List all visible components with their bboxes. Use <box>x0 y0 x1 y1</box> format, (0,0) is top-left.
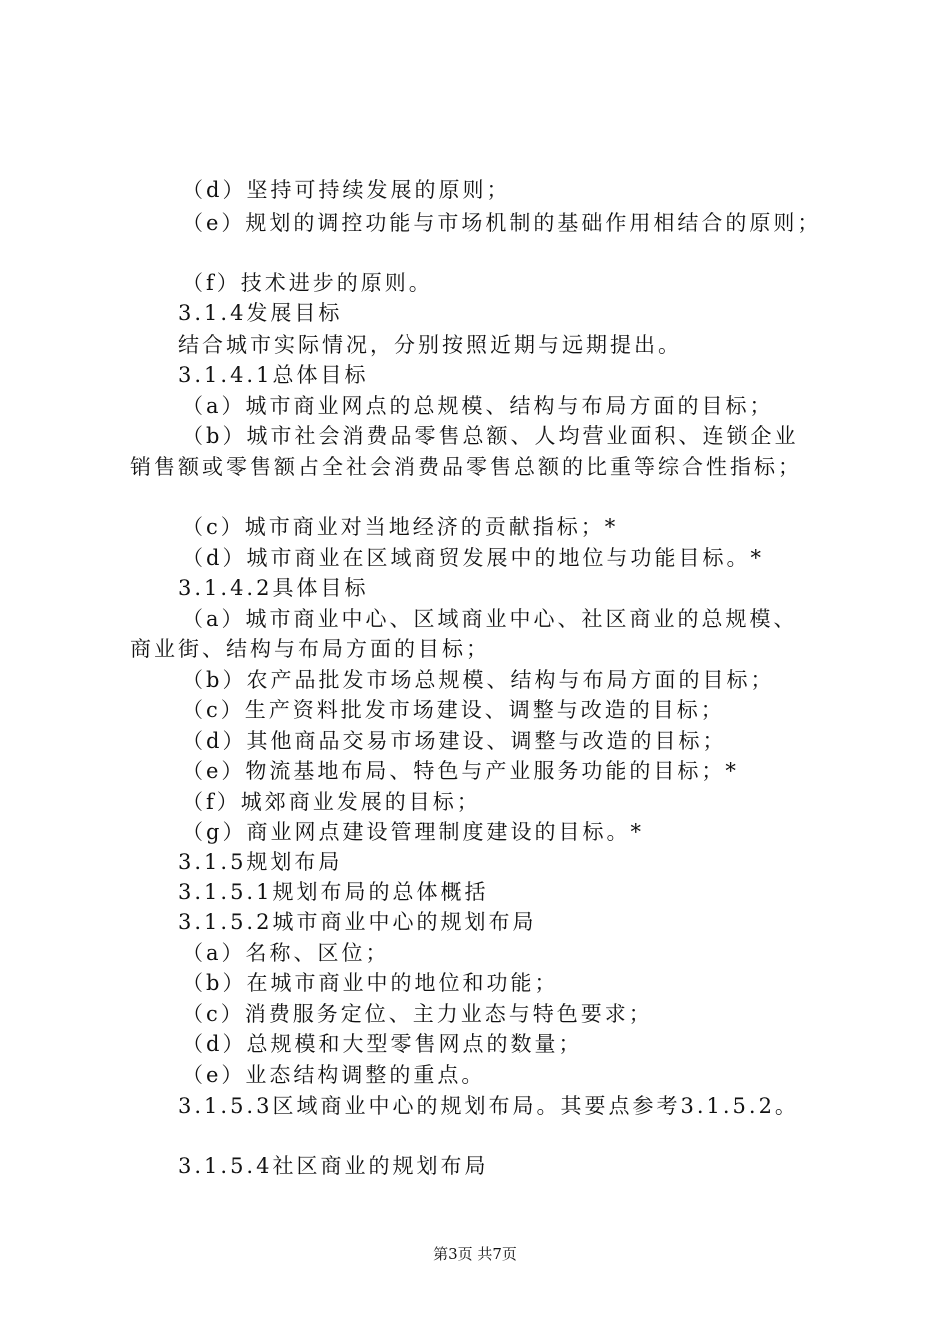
text-line: （b）城市社会消费品零售总额、人均营业面积、连锁企业 <box>182 424 799 448</box>
text-line: （a）城市商业网点的总规模、结构与布局方面的目标； <box>182 394 774 418</box>
text-line: （b）农产品批发市场总规模、结构与布局方面的目标； <box>182 668 775 692</box>
section-heading: 3.1.5.4社区商业的规划布局 <box>178 1154 489 1178</box>
text-line: （f）技术进步的原则。 <box>182 271 433 295</box>
text-line: （e）规划的调控功能与市场机制的基础作用相结合的原则； <box>182 211 822 235</box>
text-line: 结合城市实际情况，分别按照近期与远期提出。 <box>178 333 682 357</box>
text-line: （c）消费服务定位、主力业态与特色要求； <box>182 1002 653 1026</box>
text-line: （a）城市商业中心、区域商业中心、社区商业的总规模、 <box>182 607 798 631</box>
page-footer: 第3页 共7页 <box>433 1245 517 1263</box>
text-line: （g）商业网点建设管理制度建设的目标。* <box>182 820 644 844</box>
text-line: （c）城市商业对当地经济的贡献指标；* <box>182 515 619 539</box>
text-line: （d）城市商业在区域商贸发展中的地位与功能目标。* <box>182 546 764 570</box>
text-line: （d）其他商品交易市场建设、调整与改造的目标； <box>182 729 727 753</box>
section-heading: 3.1.5.1规划布局的总体概括 <box>178 880 489 904</box>
text-line: （d）坚持可持续发展的原则； <box>182 178 511 202</box>
section-heading: 3.1.5.2城市商业中心的规划布局 <box>178 910 537 934</box>
text-line: 销售额或零售额占全社会消费品零售总额的比重等综合性指标； <box>130 455 802 479</box>
text-line: （f）城郊商业发展的目标； <box>182 790 481 814</box>
text-line: （e）物流基地布局、特色与产业服务功能的目标；* <box>182 759 739 783</box>
text-line: （c）生产资料批发市场建设、调整与改造的目标； <box>182 698 725 722</box>
section-heading: 3.1.5.3区域商业中心的规划布局。其要点参考3.1.5.2。 <box>178 1094 799 1118</box>
text-line: （d）总规模和大型零售网点的数量； <box>182 1032 583 1056</box>
section-heading: 3.1.4.1总体目标 <box>178 363 369 387</box>
text-line: （e）业态结构调整的重点。 <box>182 1063 486 1087</box>
text-line: （a）名称、区位； <box>182 941 390 965</box>
section-heading: 3.1.5规划布局 <box>178 850 343 874</box>
text-line: 商业街、结构与布局方面的目标； <box>130 637 490 661</box>
text-line: （b）在城市商业中的地位和功能； <box>182 971 559 995</box>
section-heading: 3.1.4发展目标 <box>178 301 343 325</box>
section-heading: 3.1.4.2具体目标 <box>178 576 369 600</box>
